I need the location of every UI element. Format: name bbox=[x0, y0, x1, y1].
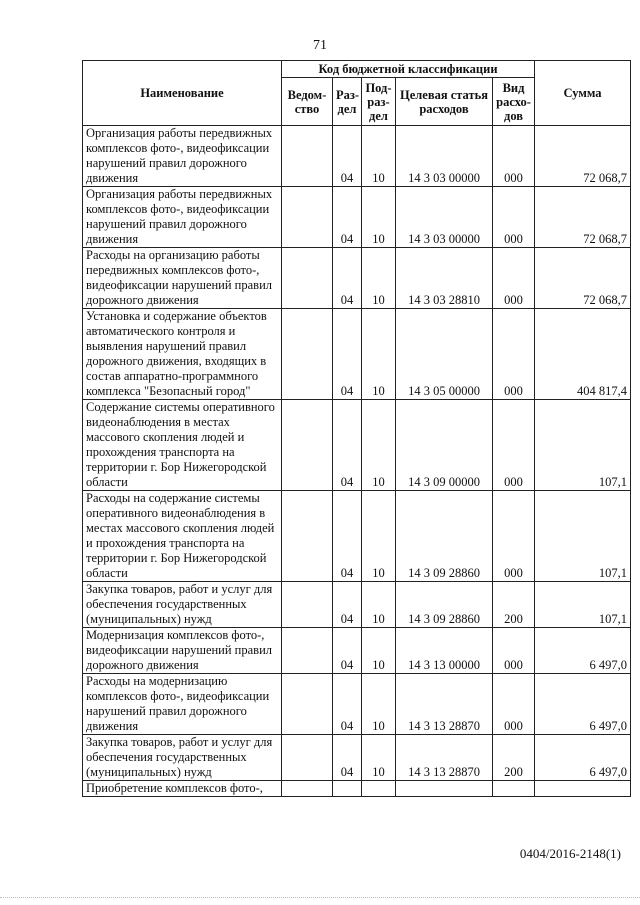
cell-podrazd: 10 bbox=[362, 628, 396, 674]
header-podrazd: Под-раз-дел bbox=[362, 78, 396, 126]
table-row bbox=[83, 248, 631, 309]
cell-vid: 000 bbox=[493, 491, 535, 582]
page-number: 71 bbox=[313, 38, 327, 53]
cell-name: Расходы на содержание системы оперативного видеонаблюдения в местах массового скопления людей и прохождения транспорта на территории г. Бор Нижегородской области bbox=[83, 491, 282, 582]
table-row bbox=[83, 781, 631, 797]
cell-vid: 200 bbox=[493, 582, 535, 628]
table-row bbox=[83, 400, 631, 491]
cell-ved bbox=[282, 582, 333, 628]
cell-ved bbox=[282, 248, 333, 309]
document-code: 0404/2016-2148(1) bbox=[519, 846, 621, 861]
cell-vid: 000 bbox=[493, 674, 535, 735]
table-body bbox=[83, 126, 631, 797]
table-row bbox=[83, 674, 631, 735]
header-name: Наименование bbox=[83, 61, 282, 126]
cell-ved bbox=[282, 781, 333, 797]
cell-razd: 04 bbox=[333, 674, 362, 735]
cell-razd: 04 bbox=[333, 248, 362, 309]
cell-tselevaya: 14 3 13 00000 bbox=[396, 628, 493, 674]
table-row bbox=[83, 187, 631, 248]
cell-summa: 6 497,0 bbox=[535, 628, 631, 674]
cell-ved bbox=[282, 126, 333, 187]
cell-razd: 04 bbox=[333, 126, 362, 187]
cell-podrazd: 10 bbox=[362, 248, 396, 309]
cell-vid: 000 bbox=[493, 187, 535, 248]
cell-podrazd: 10 bbox=[362, 491, 396, 582]
cell-vid: 200 bbox=[493, 735, 535, 781]
cell-podrazd: 10 bbox=[362, 735, 396, 781]
cell-razd: 04 bbox=[333, 400, 362, 491]
cell-tselevaya: 14 3 09 00000 bbox=[396, 400, 493, 491]
cell-summa: 107,1 bbox=[535, 491, 631, 582]
cell-name: Закупка товаров, работ и услуг для обеспечения государственных (муниципальных) нужд bbox=[83, 735, 282, 781]
cell-podrazd: 10 bbox=[362, 309, 396, 400]
cell-razd bbox=[333, 781, 362, 797]
cell-summa: 72 068,7 bbox=[535, 126, 631, 187]
cell-ved bbox=[282, 628, 333, 674]
header-tselevaya: Целевая статья расходов bbox=[396, 78, 493, 126]
table-row bbox=[83, 582, 631, 628]
cell-tselevaya: 14 3 09 28860 bbox=[396, 491, 493, 582]
cell-name: Организация работы передвижных комплексов фото-, видеофиксации нарушений правил дорожного движения bbox=[83, 126, 282, 187]
cell-name: Содержание системы оперативного видеонаблюдения в местах массового скопления людей и прохождения транспорта на территории г. Бор Нижегородской области bbox=[83, 400, 282, 491]
cell-summa: 404 817,4 bbox=[535, 309, 631, 400]
cell-tselevaya: 14 3 13 28870 bbox=[396, 674, 493, 735]
cell-tselevaya: 14 3 03 00000 bbox=[396, 126, 493, 187]
cell-tselevaya: 14 3 05 00000 bbox=[396, 309, 493, 400]
cell-name: Приобретение комплексов фото-, bbox=[83, 781, 282, 797]
cell-vid: 000 bbox=[493, 248, 535, 309]
cell-summa: 107,1 bbox=[535, 400, 631, 491]
header-razd: Раз-дел bbox=[333, 78, 362, 126]
header-summa: Сумма bbox=[535, 61, 631, 126]
cell-summa: 107,1 bbox=[535, 582, 631, 628]
table-row bbox=[83, 735, 631, 781]
cell-name: Закупка товаров, работ и услуг для обеспечения государственных (муниципальных) нужд bbox=[83, 582, 282, 628]
cell-podrazd: 10 bbox=[362, 187, 396, 248]
cell-tselevaya bbox=[396, 781, 493, 797]
cell-name: Организация работы передвижных комплексов фото-, видеофиксации нарушений правил дорожного движения bbox=[83, 187, 282, 248]
table-row bbox=[83, 309, 631, 400]
cell-name: Модернизация комплексов фото-, видеофиксации нарушений правил дорожного движения bbox=[83, 628, 282, 674]
cell-razd: 04 bbox=[333, 582, 362, 628]
cell-tselevaya: 14 3 03 00000 bbox=[396, 187, 493, 248]
scan-divider bbox=[0, 897, 640, 898]
cell-ved bbox=[282, 491, 333, 582]
header-vid: Вид расхо-дов bbox=[493, 78, 535, 126]
cell-vid: 000 bbox=[493, 126, 535, 187]
cell-razd: 04 bbox=[333, 735, 362, 781]
budget-table bbox=[82, 60, 631, 797]
cell-ved bbox=[282, 674, 333, 735]
cell-razd: 04 bbox=[333, 309, 362, 400]
cell-name: Расходы на модернизацию комплексов фото-, видеофиксации нарушений правил дорожного движения bbox=[83, 674, 282, 735]
cell-vid: 000 bbox=[493, 309, 535, 400]
cell-ved bbox=[282, 735, 333, 781]
header-ved: Ведом-ство bbox=[282, 78, 333, 126]
cell-razd: 04 bbox=[333, 187, 362, 248]
cell-ved bbox=[282, 400, 333, 491]
cell-summa bbox=[535, 781, 631, 797]
table-row bbox=[83, 491, 631, 582]
table-header bbox=[83, 61, 631, 126]
cell-vid: 000 bbox=[493, 400, 535, 491]
cell-podrazd: 10 bbox=[362, 126, 396, 187]
cell-tselevaya: 14 3 13 28870 bbox=[396, 735, 493, 781]
cell-summa: 72 068,7 bbox=[535, 187, 631, 248]
cell-podrazd bbox=[362, 781, 396, 797]
cell-vid: 000 bbox=[493, 628, 535, 674]
cell-razd: 04 bbox=[333, 628, 362, 674]
table-row bbox=[83, 126, 631, 187]
cell-podrazd: 10 bbox=[362, 582, 396, 628]
cell-summa: 6 497,0 bbox=[535, 674, 631, 735]
cell-name: Установка и содержание объектов автоматического контроля и выявления нарушений правил дорожного движения, входящих в состав аппаратно-программного комплекса "Безопасный город" bbox=[83, 309, 282, 400]
cell-summa: 72 068,7 bbox=[535, 248, 631, 309]
cell-vid bbox=[493, 781, 535, 797]
cell-razd: 04 bbox=[333, 491, 362, 582]
cell-podrazd: 10 bbox=[362, 400, 396, 491]
cell-summa: 6 497,0 bbox=[535, 735, 631, 781]
cell-tselevaya: 14 3 03 28810 bbox=[396, 248, 493, 309]
cell-podrazd: 10 bbox=[362, 674, 396, 735]
cell-name: Расходы на организацию работы передвижных комплексов фото-, видеофиксации нарушений правил дорожного движения bbox=[83, 248, 282, 309]
table-row bbox=[83, 628, 631, 674]
cell-tselevaya: 14 3 09 28860 bbox=[396, 582, 493, 628]
cell-ved bbox=[282, 187, 333, 248]
header-classification-group: Код бюджетной классификации bbox=[282, 61, 535, 78]
cell-ved bbox=[282, 309, 333, 400]
